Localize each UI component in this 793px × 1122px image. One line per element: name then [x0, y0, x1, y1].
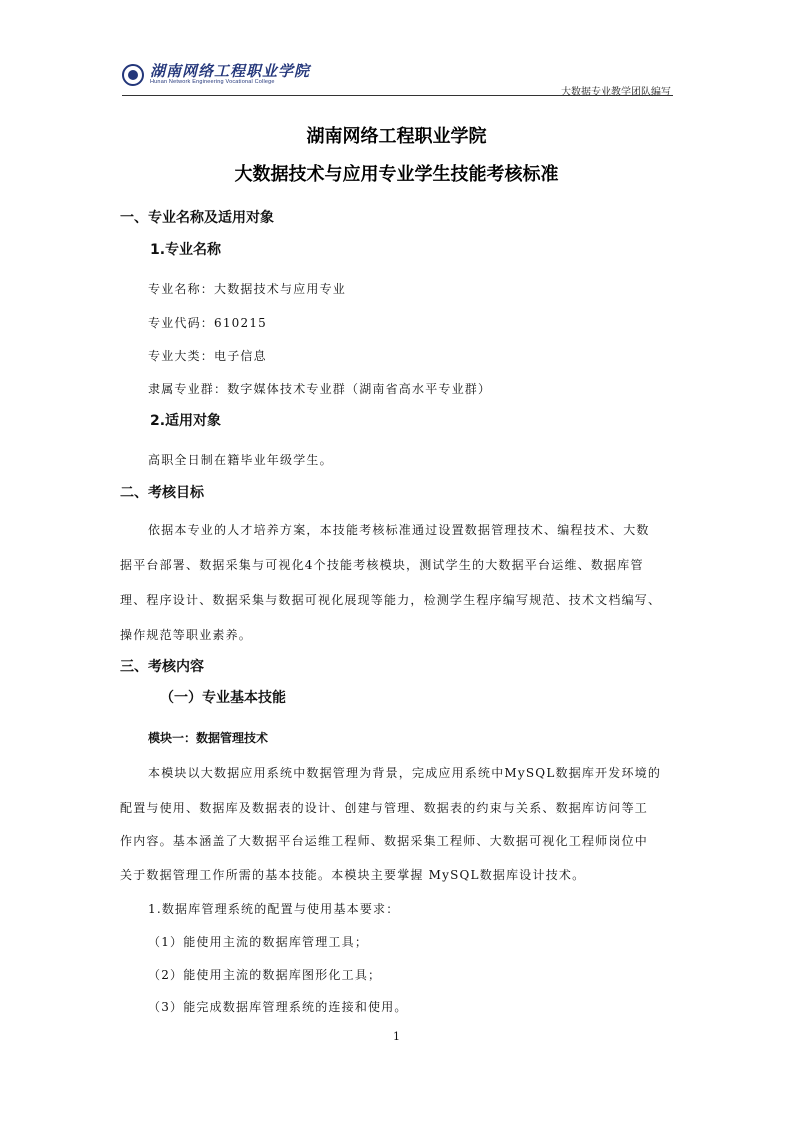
target-students: 高职全日制在籍毕业年级学生。 [148, 453, 333, 467]
section-heading-3: 三、考核内容 [120, 659, 204, 675]
objective-line: 操作规范等职业素养。 [120, 628, 253, 642]
module-description-line: 配置与使用、数据库及数据表的设计、创建与管理、数据表的约束与关系、数据库访问等工 [120, 801, 649, 815]
major-code: 专业代码：610215 [148, 316, 268, 330]
section-heading-2: 二、考核目标 [120, 485, 204, 501]
document-title-line1: 湖南网络工程职业学院 [306, 126, 487, 147]
module-description-line: 本模块以大数据应用系统中数据管理为背景，完成应用系统中MySQL数据库开发环境的 [148, 766, 662, 780]
document-title-line2: 大数据技术与应用专业学生技能考核标准 [234, 164, 559, 185]
logo-chinese-name: 湖南网络工程职业学院 [150, 62, 311, 81]
major-group: 隶属专业群：数字媒体技术专业群（湖南省高水平专业群） [148, 382, 492, 396]
subsection-heading-target: 2.适用对象 [150, 413, 222, 429]
requirement-item: （2）能使用主流的数据库图形化工具； [148, 968, 382, 982]
requirement-item: （1）能使用主流的数据库管理工具； [148, 935, 369, 949]
header-divider [122, 95, 673, 96]
subsection-heading-major-name: 1.专业名称 [150, 242, 222, 258]
module-description-line: 作内容。基本涵盖了大数据平台运维工程师、数据采集工程师、大数据可视化工程师岗位中 [120, 834, 649, 848]
objective-line: 理、程序设计、数据采集与数据可视化展现等能力，检测学生程序编写规范、技术文档编写、 [120, 593, 662, 607]
subsection-heading-basic-skills: （一）专业基本技能 [160, 690, 286, 706]
logo-english-name: Hunan Network Engineering Vocational College [150, 79, 275, 86]
major-category: 专业大类：电子信息 [148, 349, 267, 363]
module-description-line: 关于数据管理工作所需的基本技能。本模块主要掌握 MySQL数据库设计技术。 [120, 868, 586, 882]
objective-line: 依据本专业的人才培养方案，本技能考核标准通过设置数据管理技术、编程技术、大数 [148, 523, 650, 537]
objective-line: 据平台部署、数据采集与可视化4个技能考核模块，测试学生的大数据平台运维、数据库管 [120, 558, 644, 572]
section-heading-1: 一、专业名称及适用对象 [120, 210, 274, 226]
page-number: 1 [393, 1030, 400, 1043]
requirement-item: （3）能完成数据库管理系统的连接和使用。 [148, 1000, 408, 1014]
module-heading: 模块一：数据管理技术 [148, 731, 269, 745]
college-seal-icon [122, 64, 144, 86]
requirements-title: 1.数据库管理系统的配置与使用基本要求： [148, 902, 400, 916]
header-note: 大数据专业教学团队编写 [561, 87, 671, 98]
major-name: 专业名称：大数据技术与应用专业 [148, 282, 347, 296]
college-logo [122, 60, 322, 90]
page-header [122, 58, 673, 96]
